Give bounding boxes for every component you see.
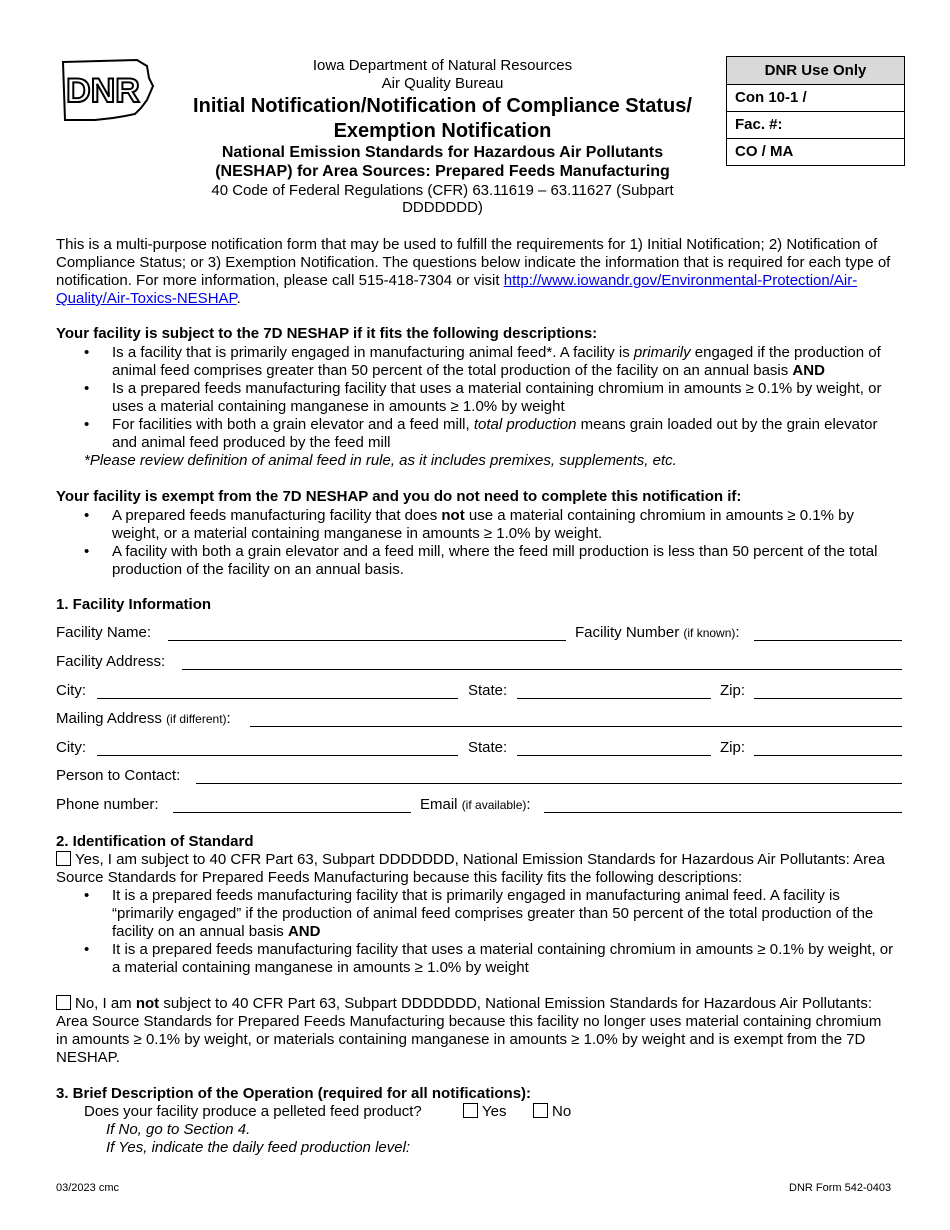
pelleted-yes-option: Yes [463,1103,506,1121]
standard-bullet-1: • It is a prepared feeds manufacturing facility that is primarily engaged in manufacturing animal feed. A facility is “primarily engaged” if the production of animal feed comprises greater than 50 percent of the total production of the facility on an annual basis AND [56,887,896,941]
mailing-zip-label: Zip: [720,739,746,756]
subject-no-checkbox[interactable] [56,995,71,1010]
intro-end: . [236,290,241,307]
cfr-line-1: 40 Code of Federal Regulations (CFR) 63.11619 – 63.11627 (Subpart [211,182,674,199]
subtitle-line-1: National Emission Standards for Hazardous Air Pollutants [221,144,664,161]
dnr-box-fac: Fac. #: [727,111,904,138]
mailing-state-field[interactable] [517,755,711,756]
subject-yes-checkbox[interactable] [56,851,71,866]
cfr-line-2: DDDDDDD) [402,199,483,216]
intro-text: This is a multi-purpose notification form that may be used to fulfill the requirements for 1) Initial Notification; 2) Notification of Compliance Status; or 3) Exemption Notification. The questions below indicate the information that is required for each type of notification. For more information, please call 515-418-7304 or visit [56,236,891,289]
subject-no-option: No, I am not subject to 40 CFR Part 63, Subpart DDDDDDD, National Emission Standards for Hazardous Air Pollutants: Area Source Standards for Prepared Feeds Manufacturing because this facility no longer uses material containing chromium in amounts ≥ 0.1% by weight, or materials containing manganese in amounts ≥ 1.0% by weight and is exempt from the 7D NESHAP. [56,995,882,1066]
subject-yes-option [56,851,896,887]
subject-bullet-3: • For facilities with both a grain elevator and a feed mill, total production means grain loaded out by the grain elevator and animal feed produced by the feed mill [56,416,896,452]
subject-section [56,325,896,470]
exempt-bullet-2: • A facility with both a grain elevator and a feed mill, where the feed mill production is less than 50 percent of the total production of the facility on an annual basis. [56,543,896,579]
cfr-reference [165,182,720,216]
exempt-heading: Your facility is exempt from the 7D NESHAP and you do not need to complete this notification if: [56,488,742,505]
facility-address-field[interactable] [182,669,902,670]
subtitle-line-2: (NESHAP) for Area Sources: Prepared Feeds Manufacturing [215,163,670,180]
agency-heading [165,57,720,93]
phone-label: Phone number: [56,796,159,813]
standard-bullet-2: • It is a prepared feeds manufacturing facility that uses a material containing chromium in amounts ≥ 0.1% by weight, or a material containing manganese in amounts ≥ 1.0% by weight [56,941,896,977]
section-1-heading: 1. Facility Information [56,596,212,613]
dnr-use-only-box [726,56,905,166]
if-yes-instruction: If Yes, indicate the daily feed production level: [106,1139,411,1156]
phone-field[interactable] [173,812,411,813]
facility-number-field[interactable] [754,640,902,641]
exempt-section [56,488,896,579]
section-2-heading: 2. Identification of Standard [56,833,254,850]
zip-field[interactable] [754,698,902,699]
agency-name: Iowa Department of Natural Resources [312,57,573,74]
section-3-heading: 3. Brief Description of the Operation (required for all notifications): [56,1085,532,1102]
state-field[interactable] [517,698,711,699]
pelleted-question: Does your facility produce a pelleted feed product? [84,1103,422,1120]
form-title [165,94,720,144]
title-line-2: Exemption Notification [333,120,552,142]
section-2 [56,833,896,1067]
city-field[interactable] [97,698,458,699]
dnr-box-co-ma: CO / MA [727,138,904,165]
email-label: Email (if available): [420,796,531,813]
form-subtitle [165,143,720,181]
state-label: State: [468,682,508,699]
pelleted-no-checkbox[interactable] [533,1103,548,1118]
email-field[interactable] [544,812,902,813]
dnr-box-con: Con 10-1 / [727,84,904,111]
mailing-state-label: State: [468,739,508,756]
facility-name-field[interactable] [168,640,566,641]
facility-number-label: Facility Number (if known): [575,624,740,641]
subject-bullet-2: • Is a prepared feeds manufacturing facility that uses a material containing chromium in amounts ≥ 0.1% by weight, or uses a material containing manganese in amounts ≥ 1.0% by weight [56,380,896,416]
mailing-city-field[interactable] [97,755,458,756]
pelleted-no-option: No [533,1103,571,1121]
subject-yes-text: Yes, I am subject to 40 CFR Part 63, Subpart DDDDDDD, National Emission Standards for Hazardous Air Pollutants: Area Source Standards for Prepared Feeds Manufacturing because this facility fits the following descriptions: [56,851,885,886]
mailing-address-field[interactable] [250,726,902,727]
zip-label: Zip: [720,682,746,699]
exempt-bullet-1: • A prepared feeds manufacturing facility that does not use a material containing chromium in amounts ≥ 0.1% by weight, or a material containing manganese in amounts ≥ 1.0% by weight. [56,507,896,543]
mailing-zip-field[interactable] [754,755,902,756]
subject-heading: Your facility is subject to the 7D NESHAP if it fits the following descriptions: [56,325,598,342]
mailing-city-label: City: [56,739,86,756]
footer-form-number: DNR Form 542-0403 [789,1182,892,1194]
pelleted-yes-checkbox[interactable] [463,1103,478,1118]
dnr-logo [55,56,155,124]
logo-text: DNR [66,72,140,110]
person-to-contact-field[interactable] [196,783,902,784]
animal-feed-note: *Please review definition of animal feed in rule, as it includes premixes, supplements, etc. [84,452,677,469]
person-to-contact-label: Person to Contact: [56,767,181,784]
facility-name-label: Facility Name: [56,624,152,641]
if-no-instruction: If No, go to Section 4. [106,1121,251,1138]
city-label: City: [56,682,86,699]
dnr-box-title: DNR Use Only [727,57,904,84]
footer-date: 03/2023 cmc [56,1182,119,1194]
bureau-name: Air Quality Bureau [381,75,504,92]
title-line-1: Initial Notification/Notification of Compliance Status/ [193,95,692,117]
facility-address-label: Facility Address: [56,653,166,670]
mailing-address-label: Mailing Address (if different): [56,710,231,727]
intro-paragraph [56,236,896,308]
neshap-link[interactable]: http://www.iowandr.gov/Environmental-Protection/Air-Quality/Air-Toxics-NESHAP [56,272,858,307]
subject-bullet-1: • Is a facility that is primarily engaged in manufacturing animal feed*. A facility is primarily engaged if the production of animal feed comprises greater than 50 percent of the total production of the facility on an annual basis AND [56,344,896,380]
